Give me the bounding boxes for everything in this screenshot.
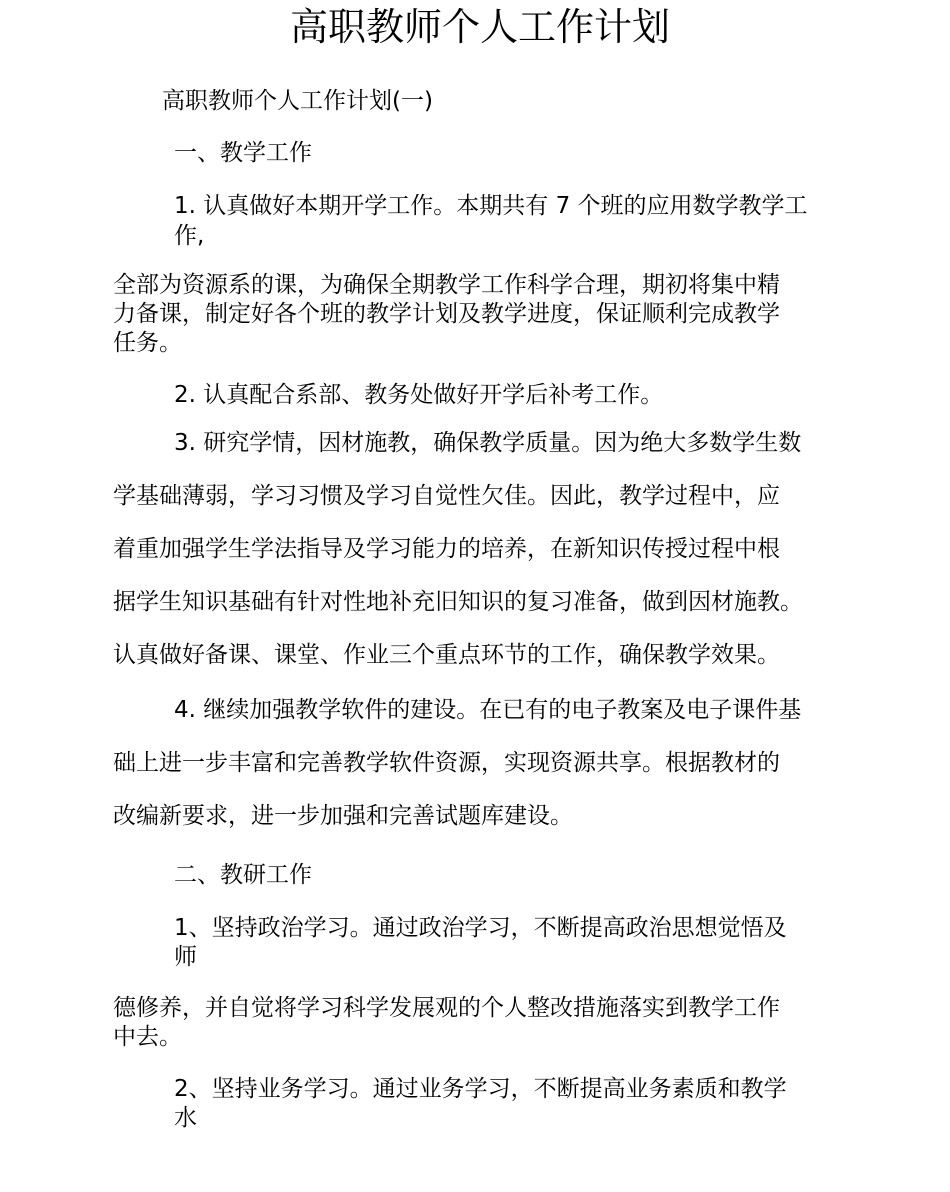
paragraph-line: 础上进一步丰富和完善教学软件资源，实现资源共享。根据教材的 — [113, 750, 780, 776]
paragraph-line: 1、坚持政治学习。通过政治学习，不断提高政治思想觉悟及 — [174, 915, 787, 941]
paragraph-line: 全部为资源系的课，为确保全期教学工作科学合理，期初将集中精 — [113, 272, 780, 298]
document-title: 高职教师个人工作计划 — [289, 5, 670, 49]
paragraph-line: 学基础薄弱，学习习惯及学习自觉性欠佳。因此，教学过程中，应 — [113, 483, 780, 509]
paragraph-line: 1. 认真做好本期开学工作。本期共有 7 个班的应用数学教学工 — [174, 193, 808, 219]
paragraph-line: 中去。 — [113, 1024, 182, 1050]
paragraph-line: 着重加强学生学法指导及学习能力的培养，在新知识传授过程中根 — [113, 536, 780, 562]
paragraph-line: 作, — [174, 223, 205, 249]
paragraph-line: 3. 研究学情，因材施教，确保教学质量。因为绝大多数学生数 — [174, 430, 802, 456]
paragraph-line: 2. 认真配合系部、教务处做好开学后补考工作。 — [174, 382, 664, 408]
paragraph-line: 师 — [174, 944, 197, 970]
paragraph-line: 2、坚持业务学习。通过业务学习，不断提高业务素质和教学 — [174, 1076, 787, 1102]
paragraph-line: 4. 继续加强教学软件的建设。在已有的电子教案及电子课件基 — [174, 697, 802, 723]
paragraph-line: 据学生知识基础有针对性地补充旧知识的复习准备，做到因材施教。 — [113, 589, 803, 615]
section-heading-research: 二、教研工作 — [174, 862, 312, 888]
paragraph-line: 任务。 — [113, 330, 182, 356]
document-subtitle: 高职教师个人工作计划(一) — [162, 88, 433, 114]
paragraph-line: 改编新要求，进一步加强和完善试题库建设。 — [113, 803, 573, 829]
paragraph-line: 力备课，制定好各个班的教学计划及教学进度，保证顺利完成教学 — [113, 301, 780, 327]
section-heading-teaching: 一、教学工作 — [174, 140, 312, 166]
paragraph-line: 认真做好备课、课堂、作业三个重点环节的工作，确保教学效果。 — [113, 642, 780, 668]
paragraph-line: 水 — [174, 1105, 197, 1131]
paragraph-line: 德修养，并自觉将学习科学发展观的个人整改措施落实到教学工作 — [113, 995, 780, 1021]
